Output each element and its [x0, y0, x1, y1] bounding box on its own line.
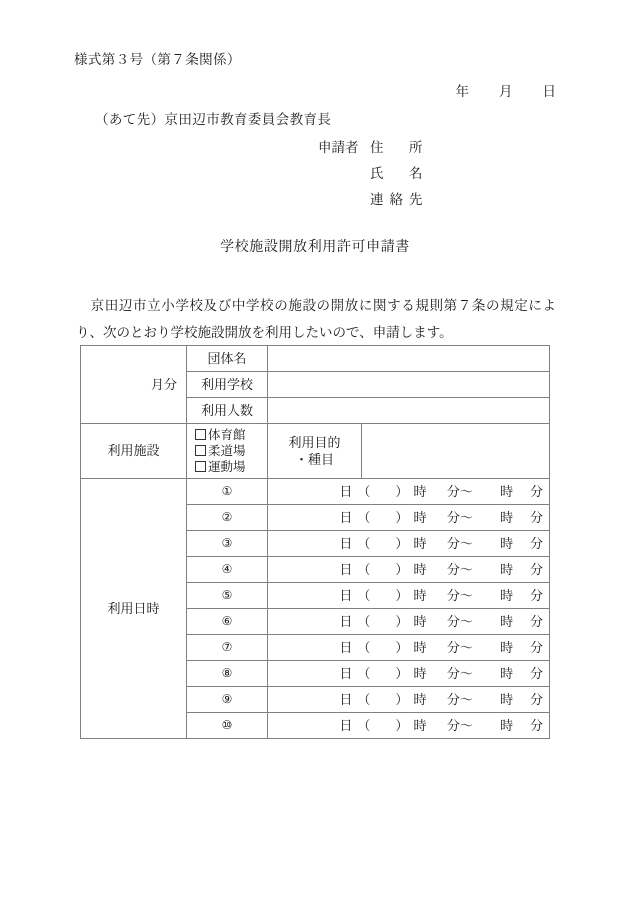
slot-weekday-paren: （ ） [357, 535, 415, 551]
applicant-label: 申請者 [318, 140, 359, 155]
slot-day-label: 日 [339, 665, 353, 681]
slot-weekday-paren: （ ） [357, 665, 415, 681]
slot-start-hour-label: 時 [413, 587, 427, 603]
slot-day-label: 日 [339, 717, 353, 733]
slot-template [268, 665, 549, 683]
slot-end-hour-label: 時 [500, 717, 514, 733]
date-day-label: 日 [542, 84, 556, 99]
slot-weekday-paren: （ ） [357, 691, 415, 707]
slot-template [268, 483, 549, 501]
slot-start-minute-label: 分〜 [446, 509, 473, 525]
slot-start-minute-label: 分〜 [446, 691, 473, 707]
purpose-label-line1: 利用目的 [288, 435, 341, 450]
slot-weekday-paren: （ ） [357, 587, 415, 603]
slot-start-minute-label: 分〜 [446, 717, 473, 733]
applicant-address-label: 住 所 [370, 140, 429, 155]
slot-end-minute-label: 分 [529, 639, 543, 655]
month-label-cell: 月分 [81, 346, 187, 424]
slot-end-hour-label: 時 [500, 587, 514, 603]
slot-day-label: 日 [339, 587, 353, 603]
slot-input-row[interactable] [268, 635, 550, 661]
slot-end-minute-label: 分 [529, 483, 543, 499]
facility-option-label: 柔道場 [208, 444, 246, 458]
slot-template [268, 561, 549, 579]
slot-day-label: 日 [339, 613, 353, 629]
slot-end-hour-label: 時 [500, 639, 514, 655]
group-name-label: 団体名 [187, 346, 268, 372]
slot-start-minute-label: 分〜 [446, 613, 473, 629]
slot-index: ⑧ [187, 661, 268, 687]
slot-input-row[interactable] [268, 583, 550, 609]
applicant-contact-row [318, 187, 429, 213]
datetime-label-cell: 利用日時 [81, 479, 187, 739]
slot-input-row[interactable] [268, 687, 550, 713]
slot-day-label: 日 [339, 691, 353, 707]
slot-start-hour-label: 時 [413, 509, 427, 525]
slot-end-hour-label: 時 [500, 691, 514, 707]
facility-option-label: 体育館 [208, 428, 246, 442]
facility-label: 利用施設 [81, 424, 187, 479]
slot-index: ③ [187, 531, 268, 557]
slot-end-minute-label: 分 [529, 509, 543, 525]
slot-end-minute-label: 分 [529, 717, 543, 733]
slot-start-minute-label: 分〜 [446, 483, 473, 499]
slot-input-row[interactable] [268, 505, 550, 531]
slot-template [268, 535, 549, 553]
slot-start-minute-label: 分〜 [446, 587, 473, 603]
slot-index: ② [187, 505, 268, 531]
slot-template [268, 691, 549, 709]
slot-day-label: 日 [339, 483, 353, 499]
slot-index: ④ [187, 557, 268, 583]
slot-end-minute-label: 分 [529, 561, 543, 577]
slot-end-minute-label: 分 [529, 587, 543, 603]
slot-index: ① [187, 479, 268, 505]
slot-weekday-paren: （ ） [357, 717, 415, 733]
slot-start-hour-label: 時 [413, 483, 427, 499]
checkbox-icon[interactable] [195, 429, 206, 440]
application-form-table [80, 345, 550, 739]
date-year-label: 年 [455, 84, 469, 99]
date-line [0, 80, 556, 100]
slot-end-hour-label: 時 [500, 613, 514, 629]
participants-input[interactable] [268, 398, 550, 424]
slot-end-hour-label: 時 [500, 665, 514, 681]
applicant-address-row [318, 135, 429, 161]
school-label: 利用学校 [187, 372, 268, 398]
slot-input-row[interactable] [268, 479, 550, 505]
purpose-label-cell [268, 424, 362, 479]
checkbox-icon[interactable] [195, 461, 206, 472]
applicant-contact-label: 連絡先 [370, 192, 429, 207]
applicant-name-label: 氏 名 [370, 166, 429, 181]
slot-weekday-paren: （ ） [357, 509, 415, 525]
slot-day-label: 日 [339, 509, 353, 525]
slot-day-label: 日 [339, 535, 353, 551]
slot-input-row[interactable] [268, 531, 550, 557]
slot-index: ⑤ [187, 583, 268, 609]
applicant-block [318, 135, 429, 213]
slot-template [268, 613, 549, 631]
group-name-input[interactable] [268, 346, 550, 372]
slot-day-label: 日 [339, 639, 353, 655]
table-row [81, 346, 550, 372]
slot-start-minute-label: 分〜 [446, 561, 473, 577]
document-title: 学校施設開放利用許可申請書 [220, 240, 410, 255]
slot-weekday-paren: （ ） [357, 639, 415, 655]
table-row [81, 479, 550, 505]
slot-template [268, 639, 549, 657]
form-number: 様式第３号（第７条関係） [74, 52, 241, 67]
slot-index: ⑥ [187, 609, 268, 635]
slot-start-minute-label: 分〜 [446, 639, 473, 655]
slot-input-row[interactable] [268, 609, 550, 635]
slot-input-row[interactable] [268, 557, 550, 583]
slot-index: ⑨ [187, 687, 268, 713]
slot-template [268, 509, 549, 527]
facility-option-gym[interactable] [195, 427, 267, 443]
slot-end-hour-label: 時 [500, 483, 514, 499]
slot-weekday-paren: （ ） [357, 483, 415, 499]
slot-start-hour-label: 時 [413, 691, 427, 707]
slot-end-minute-label: 分 [529, 535, 543, 551]
slot-start-hour-label: 時 [413, 535, 427, 551]
slot-index: ⑩ [187, 713, 268, 739]
slot-end-hour-label: 時 [500, 561, 514, 577]
slot-start-hour-label: 時 [413, 717, 427, 733]
slot-template [268, 717, 549, 735]
slot-weekday-paren: （ ） [357, 561, 415, 577]
slot-start-minute-label: 分〜 [446, 665, 473, 681]
slot-start-hour-label: 時 [413, 613, 427, 629]
facility-option-label: 運動場 [208, 460, 246, 474]
slot-start-minute-label: 分〜 [446, 535, 473, 551]
purpose-input[interactable] [362, 424, 550, 479]
participants-label: 利用人数 [187, 398, 268, 424]
purpose-label-line2: ・種目 [294, 452, 334, 467]
slot-start-hour-label: 時 [413, 665, 427, 681]
facility-option-field[interactable] [195, 459, 267, 475]
slot-start-hour-label: 時 [413, 639, 427, 655]
slot-end-minute-label: 分 [529, 613, 543, 629]
slot-end-hour-label: 時 [500, 509, 514, 525]
body-paragraph [76, 292, 556, 346]
slot-template [268, 587, 549, 605]
slot-end-minute-label: 分 [529, 665, 543, 681]
date-month-label: 月 [499, 84, 513, 99]
body-paragraph-text: 京田辺市立小学校及び中学校の施設の開放に関する規則第７条の規定により、次のとおり学校施設開放を利用したいので、申請します。 [76, 298, 556, 340]
slot-index: ⑦ [187, 635, 268, 661]
slot-end-hour-label: 時 [500, 535, 514, 551]
applicant-name-row [318, 161, 429, 187]
slot-input-row[interactable] [268, 661, 550, 687]
table-row [81, 424, 550, 479]
slot-input-row[interactable] [268, 713, 550, 739]
checkbox-icon[interactable] [195, 445, 206, 456]
slot-end-minute-label: 分 [529, 691, 543, 707]
slot-day-label: 日 [339, 561, 353, 577]
school-input[interactable] [268, 372, 550, 398]
slot-weekday-paren: （ ） [357, 613, 415, 629]
slot-start-hour-label: 時 [413, 561, 427, 577]
facility-options-cell [187, 424, 268, 479]
facility-option-judo[interactable] [195, 443, 267, 459]
addressee-line: （あて先）京田辺市教育委員会教育長 [95, 112, 332, 127]
